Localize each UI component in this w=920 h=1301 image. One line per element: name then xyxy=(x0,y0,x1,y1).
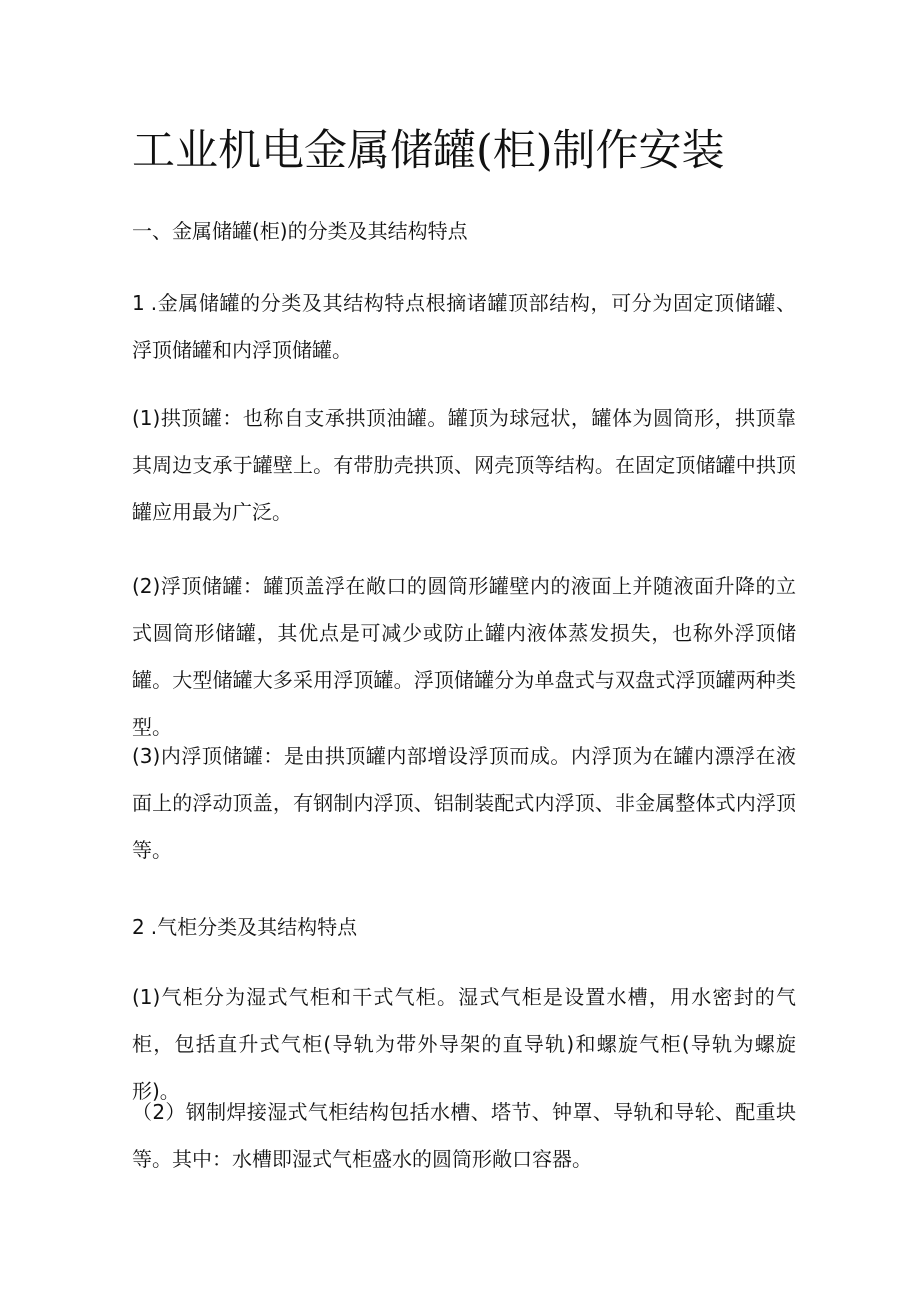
paragraph-1 xyxy=(132,280,796,374)
section-heading-1: 一、金属储罐(柜)的分类及其结构特点 xyxy=(132,219,468,243)
paragraph-number: 1 xyxy=(132,291,145,315)
paragraph-5: (1)气柜分为湿式气柜和干式气柜。湿式气柜是设置水槽，用水密封的气柜，包括直升式气柜(导轨为带外导架的直导轨)和螺旋气柜(导轨为螺旋形)。 xyxy=(132,985,796,1103)
section-heading-2 xyxy=(132,904,796,951)
paragraph-3: (2)浮顶储罐：罐顶盖浮在敞口的圆筒形罐壁内的液面上并随液面升降的立式圆筒形储罐，其优点是可减少或防止罐内液体蒸发损失，也称外浮顶储罐。大型储罐大多采用浮顶罐。浮顶储罐分为单盘式与双盘式浮顶罐两种类型。 xyxy=(132,574,796,739)
section-number: 2 xyxy=(132,915,145,939)
paragraph-4: (3)内浮顶储罐：是由拱顶罐内部增设浮顶而成。内浮顶为在罐内漂浮在液面上的浮动顶盖，有钢制内浮顶、铝制装配式内浮顶、非金属整体式内浮顶等。 xyxy=(132,744,796,862)
section-heading-text: .气柜分类及其结构特点 xyxy=(150,915,358,939)
paragraph-text: .金属储罐的分类及其结构特点根摘诸罐顶部结构，可分为固定顶储罐、浮顶储罐和内浮顶储罐。 xyxy=(132,291,796,362)
document-title: 工业机电金属储罐(柜)制作安装 xyxy=(132,126,725,176)
paragraph-2: (1)拱顶罐：也称自支承拱顶油罐。罐顶为球冠状，罐体为圆筒形，拱顶靠其周边支承于罐壁上。有带肋壳拱顶、网壳顶等结构。在固定顶储罐中拱顶罐应用最为广泛。 xyxy=(132,406,796,524)
paragraph-6: （2）钢制焊接湿式气柜结构包括水槽、塔节、钟罩、导轨和导轮、配重块等。其中：水槽即湿式气柜盛水的圆筒形敞口容器。 xyxy=(132,1100,796,1171)
